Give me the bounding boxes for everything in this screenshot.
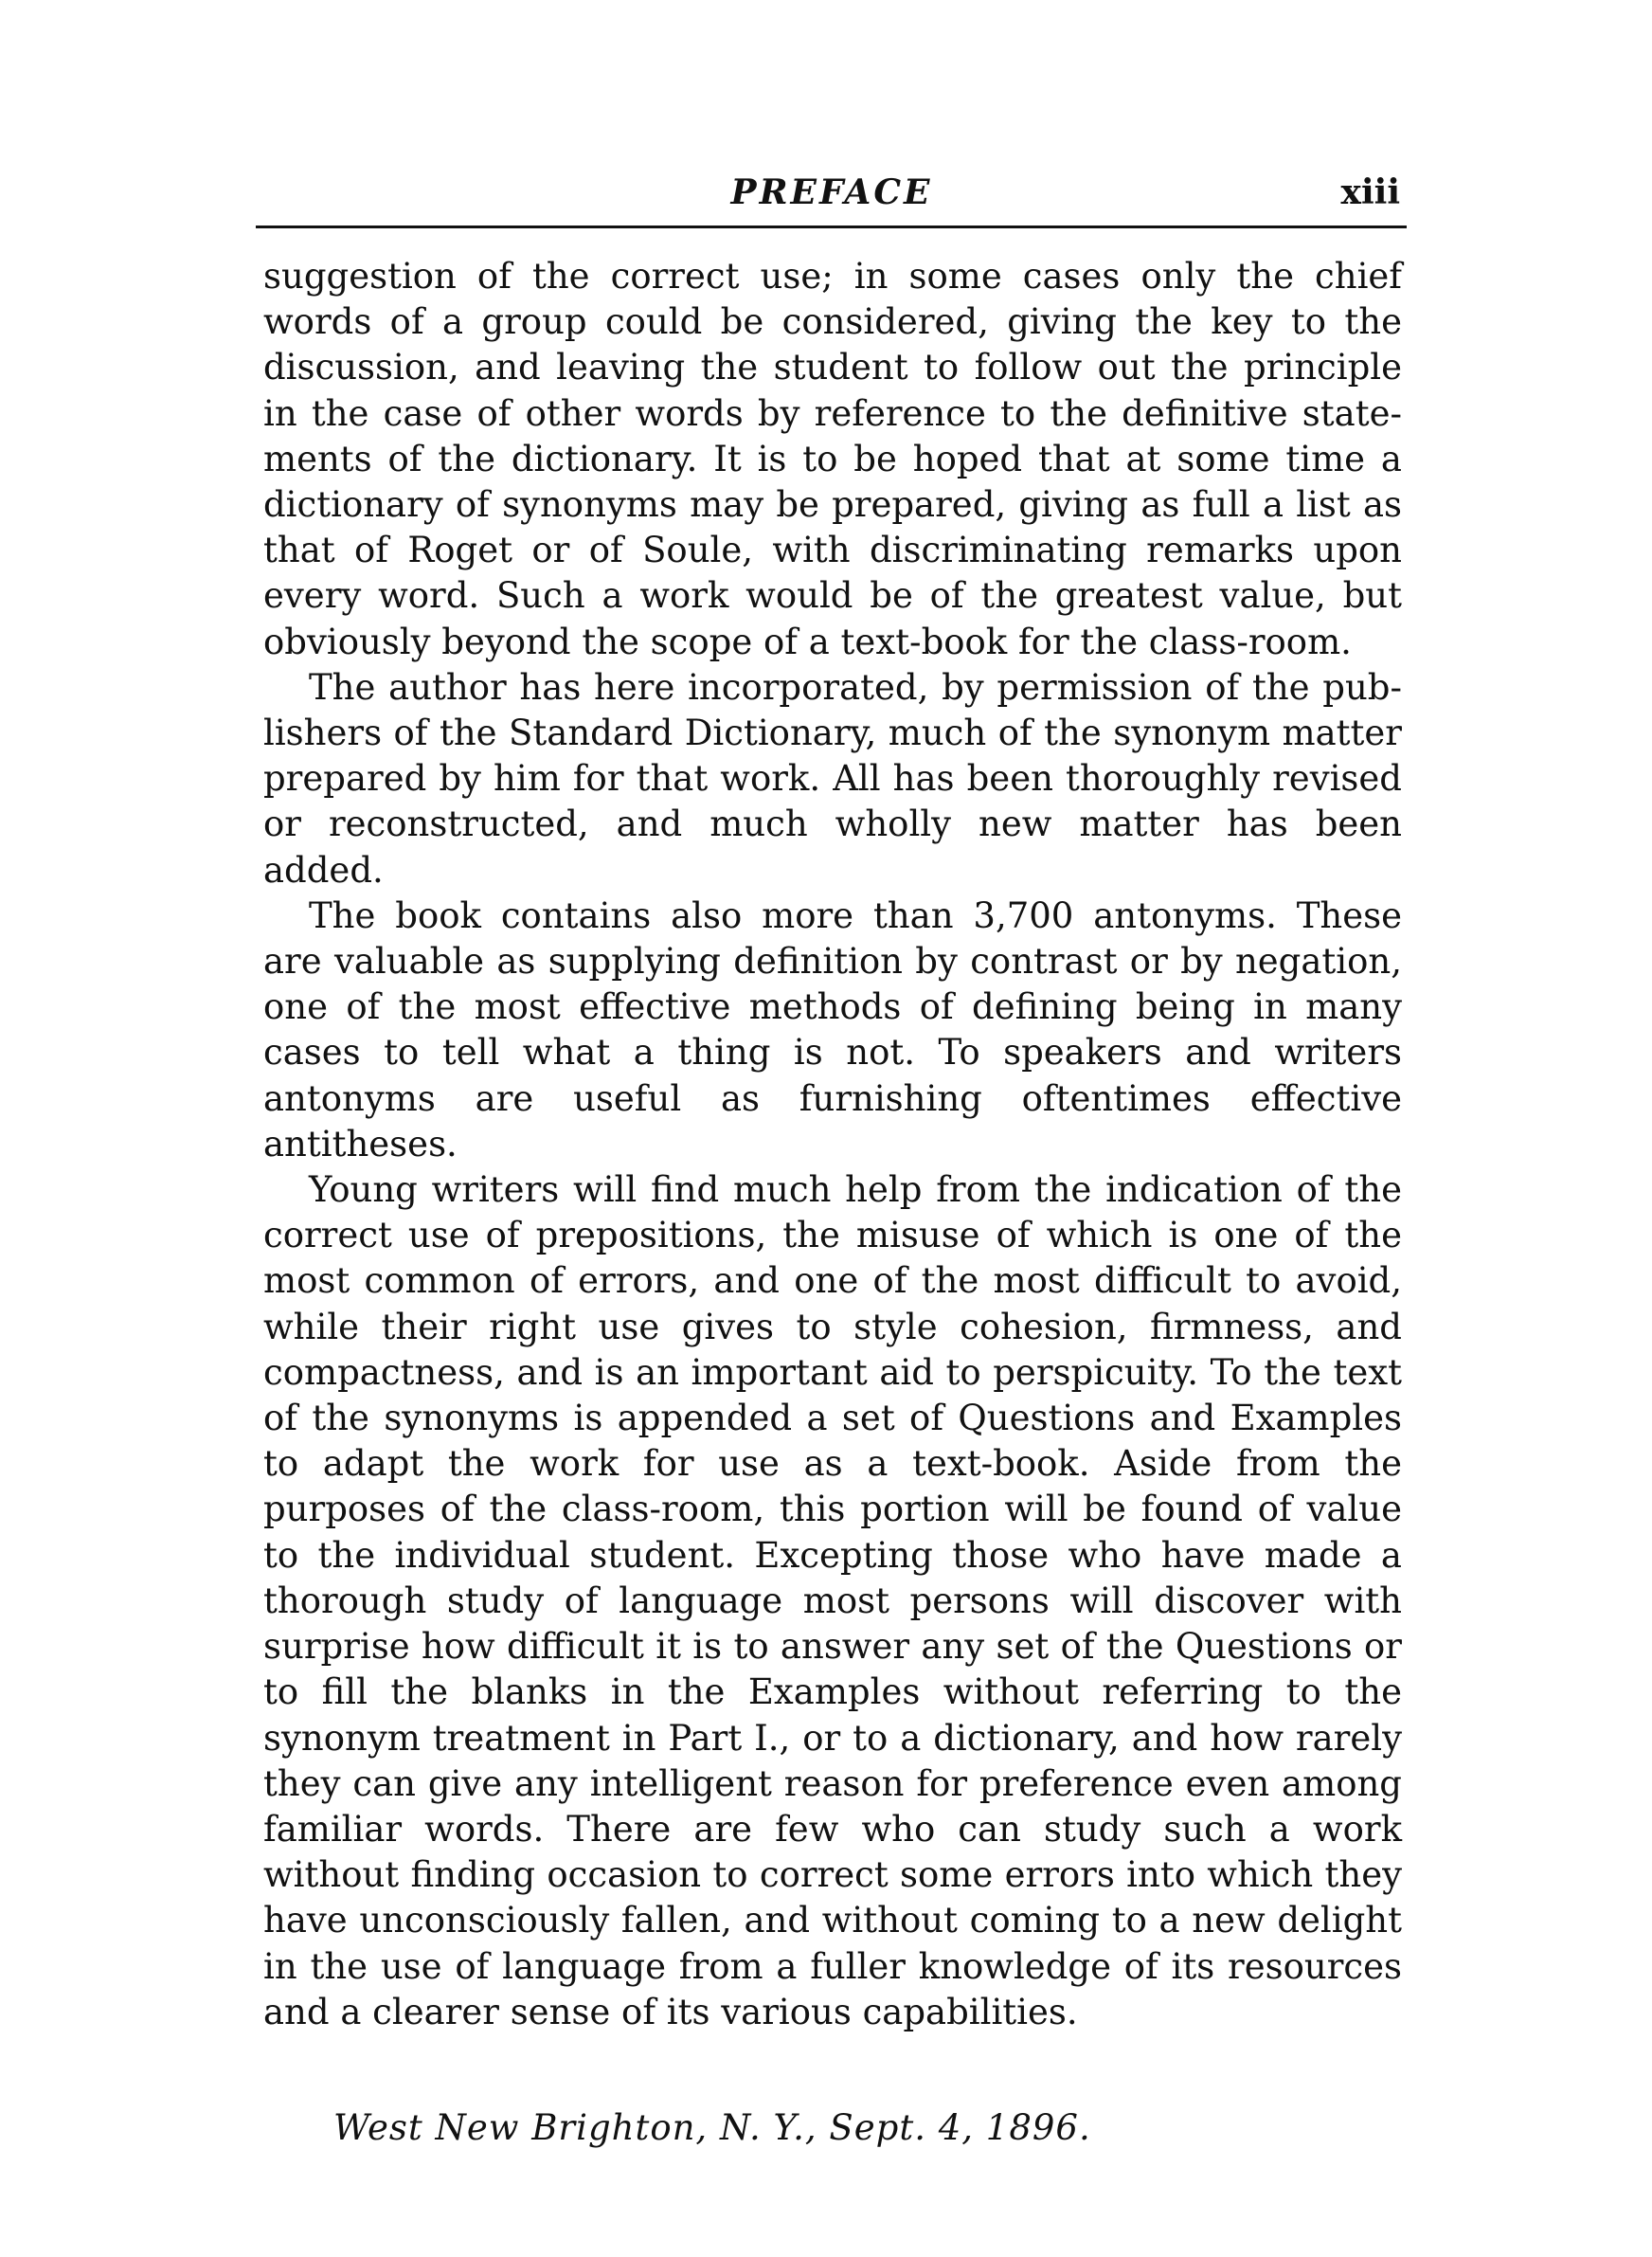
paragraph-prepositions: Young writers will find much help from the indication of the correct use of prepositions, the misuse of which is one of the most common of errors, and one of the most difficult to avoid, while their right use gives to style cohesion, firmness, and compactness, and is an important aid to perspicuity. To the text of the synonyms is appended a set of Questions and Examples to adapt the work for use as a text-book. Aside from the purposes of the class-room, this portion will be found of value to the individual student. Excepting those who have made a thorough study of language most persons will discover with surprise how difficult it is to answer any set of the Questions or to fill the blanks in the Examples without referring to the synonym treatment in Part I., or to a dictionary, and how rarely they can give any intelligent reason for preference even among familiar words. There are few who can study such a work without finding occasion to correct some errors into which they have unconsciously fallen, and without coming to a new delight in the use of language from a fuller knowledge of its resources and a clearer sense of its various capabilities. bbox=[263, 1169, 1402, 2032]
running-title: PREFACE bbox=[730, 172, 933, 212]
header-rule bbox=[256, 226, 1407, 228]
page-number: xiii bbox=[1340, 172, 1400, 212]
paragraph-continued: suggestion of the correct use; in some cases only the chief words of a group could be considered, giving the key to the discussion, and leaving the student to follow out the principle in the case of other words by reference to the definitive statements of the dictionary. It is to be hoped that at some time a dictionary of synonyms may be prepared, giving as full a list as that of Roget or of Soule, with discriminating remarks upon every word. Such a work would be of the greatest value, but obviously beyond the scope of a text-book for the class-room. bbox=[263, 256, 1402, 662]
running-head bbox=[263, 169, 1400, 226]
paragraph-antonyms: The book contains also more than 3,700 antonyms. These are valuable as supplying definition by contrast or by negation, one of the most effective methods of defining being in many cases to tell what a thing is not. To speakers and writers antonyms are useful as furnishing oftentimes effective antitheses. bbox=[263, 894, 1402, 1165]
paragraph-author-note: The author has here incorporated, by permission of the publishers of the Standard Dictionary, much of the synonym matter prepared by him for that work. All has been thoroughly revised or reconstructed, and much wholly new matter has been added. bbox=[263, 666, 1402, 891]
preface-body bbox=[263, 254, 1402, 2035]
place-date-signature: West New Brighton, N. Y., Sept. 4, 1896. bbox=[333, 2107, 1091, 2148]
